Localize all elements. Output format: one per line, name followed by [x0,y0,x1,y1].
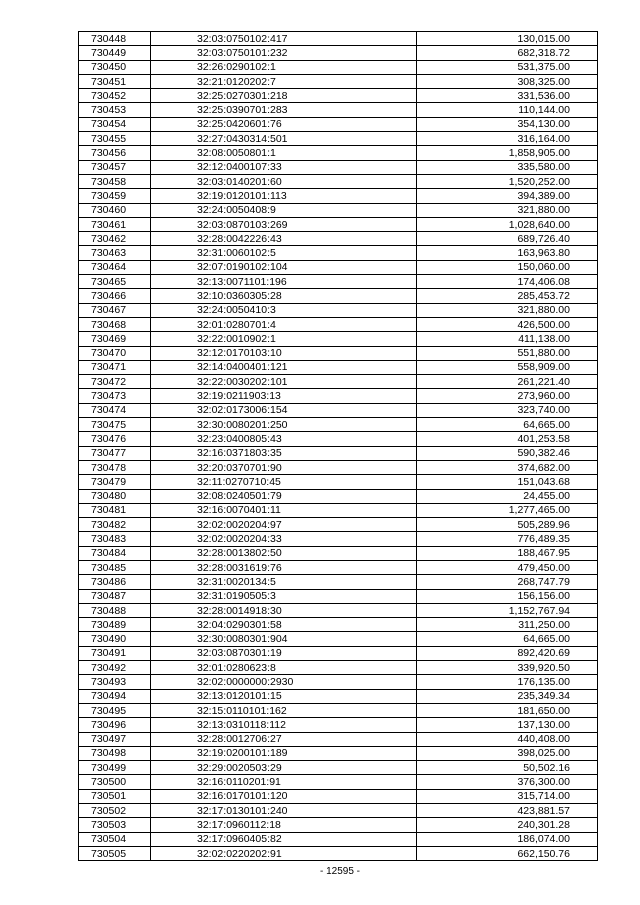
row-id-cell: 730488 [79,603,151,617]
table-row [79,132,598,146]
cadastral-number-cell: 32:22:0010902:1 [151,332,417,346]
cadastral-number-cell: 32:25:0390701:283 [151,103,417,117]
cadastral-number-cell: 32:16:0110201:91 [151,775,417,789]
row-id-cell: 730481 [79,503,151,517]
cadastral-number-cell: 32:20:0370701:90 [151,460,417,474]
data-table [78,31,598,861]
amount-cell: 331,536.00 [417,89,598,103]
cadastral-number-cell: 32:16:0170101:120 [151,789,417,803]
table-row [79,446,598,460]
cadastral-number-cell: 32:01:0280701:4 [151,317,417,331]
amount-cell: 354,130.00 [417,117,598,131]
table-row [79,246,598,260]
cadastral-number-cell: 32:16:0070401:11 [151,503,417,517]
row-id-cell: 730503 [79,818,151,832]
cadastral-number-cell: 32:31:0020134:5 [151,575,417,589]
amount-cell: 551,880.00 [417,346,598,360]
row-id-cell: 730483 [79,532,151,546]
cadastral-number-cell: 32:02:0000000:2930 [151,675,417,689]
table-row [79,74,598,88]
cadastral-number-cell: 32:08:0240501:79 [151,489,417,503]
amount-cell: 64,665.00 [417,632,598,646]
amount-cell: 174,406.08 [417,275,598,289]
row-id-cell: 730469 [79,332,151,346]
amount-cell: 50,502.16 [417,761,598,775]
cadastral-number-cell: 32:04:0290301:58 [151,618,417,632]
row-id-cell: 730501 [79,789,151,803]
table-row [79,289,598,303]
table-row [79,303,598,317]
row-id-cell: 730480 [79,489,151,503]
row-id-cell: 730474 [79,403,151,417]
row-id-cell: 730491 [79,646,151,660]
amount-cell: 176,135.00 [417,675,598,689]
cadastral-number-cell: 32:23:0400805:43 [151,432,417,446]
table-row [79,646,598,660]
amount-cell: 505,289.96 [417,518,598,532]
row-id-cell: 730497 [79,732,151,746]
cadastral-number-cell: 32:31:0060102:5 [151,246,417,260]
row-id-cell: 730466 [79,289,151,303]
row-id-cell: 730472 [79,375,151,389]
cadastral-number-cell: 32:15:0110101:162 [151,703,417,717]
row-id-cell: 730460 [79,203,151,217]
cadastral-number-cell: 32:03:0870103:269 [151,217,417,231]
table-row [79,632,598,646]
amount-cell: 181,650.00 [417,703,598,717]
amount-cell: 151,043.68 [417,475,598,489]
amount-cell: 1,520,252.00 [417,174,598,188]
table-row [79,317,598,331]
amount-cell: 1,858,905.00 [417,146,598,160]
amount-cell: 321,880.00 [417,203,598,217]
row-id-cell: 730463 [79,246,151,260]
table-row [79,275,598,289]
amount-cell: 156,156.00 [417,589,598,603]
amount-cell: 24,455.00 [417,489,598,503]
table-row [79,560,598,574]
row-id-cell: 730479 [79,475,151,489]
amount-cell: 1,152,767.94 [417,603,598,617]
row-id-cell: 730502 [79,804,151,818]
cadastral-number-cell: 32:17:0960112:18 [151,818,417,832]
amount-cell: 186,074.00 [417,832,598,846]
cadastral-number-cell: 32:19:0200101:189 [151,746,417,760]
row-id-cell: 730478 [79,460,151,474]
table-row [79,375,598,389]
table-row [79,260,598,274]
table-row [79,32,598,46]
table-row [79,403,598,417]
row-id-cell: 730453 [79,103,151,117]
cadastral-number-cell: 32:17:0960405:82 [151,832,417,846]
amount-cell: 110,144.00 [417,103,598,117]
row-id-cell: 730464 [79,260,151,274]
amount-cell: 776,489.35 [417,532,598,546]
amount-cell: 64,665.00 [417,418,598,432]
amount-cell: 440,408.00 [417,732,598,746]
amount-cell: 323,740.00 [417,403,598,417]
amount-cell: 163,963.80 [417,246,598,260]
cadastral-number-cell: 32:03:0870301:19 [151,646,417,660]
table-row [79,746,598,760]
table-row [79,174,598,188]
cadastral-number-cell: 32:28:0014918:30 [151,603,417,617]
table-row [79,146,598,160]
amount-cell: 398,025.00 [417,746,598,760]
row-id-cell: 730470 [79,346,151,360]
amount-cell: 261,221.40 [417,375,598,389]
amount-cell: 311,250.00 [417,618,598,632]
cadastral-number-cell: 32:22:0030202:101 [151,375,417,389]
row-id-cell: 730492 [79,661,151,675]
row-id-cell: 730451 [79,74,151,88]
amount-cell: 339,920.50 [417,661,598,675]
row-id-cell: 730504 [79,832,151,846]
cadastral-number-cell: 32:10:0360305:28 [151,289,417,303]
cadastral-number-cell: 32:28:0013802:50 [151,546,417,560]
row-id-cell: 730487 [79,589,151,603]
cadastral-number-cell: 32:11:0270710:45 [151,475,417,489]
amount-cell: 590,382.46 [417,446,598,460]
row-id-cell: 730484 [79,546,151,560]
cadastral-number-cell: 32:21:0120202:7 [151,74,417,88]
amount-cell: 188,467.95 [417,546,598,560]
table-row [79,832,598,846]
table-row [79,703,598,717]
cadastral-number-cell: 32:25:0270301:218 [151,89,417,103]
table-row [79,203,598,217]
table-row [79,489,598,503]
row-id-cell: 730475 [79,418,151,432]
cadastral-number-cell: 32:31:0190505:3 [151,589,417,603]
cadastral-number-cell: 32:29:0020503:29 [151,761,417,775]
row-id-cell: 730495 [79,703,151,717]
table-row [79,661,598,675]
row-id-cell: 730450 [79,60,151,74]
table-row [79,360,598,374]
cadastral-number-cell: 32:13:0310118:112 [151,718,417,732]
cadastral-number-cell: 32:24:0050410:3 [151,303,417,317]
table-row [79,689,598,703]
row-id-cell: 730494 [79,689,151,703]
table-row [79,232,598,246]
table-row [79,217,598,231]
table-row [79,732,598,746]
table-row [79,589,598,603]
row-id-cell: 730493 [79,675,151,689]
amount-cell: 558,909.00 [417,360,598,374]
amount-cell: 689,726.40 [417,232,598,246]
amount-cell: 321,880.00 [417,303,598,317]
cadastral-number-cell: 32:19:0211903:13 [151,389,417,403]
row-id-cell: 730486 [79,575,151,589]
amount-cell: 273,960.00 [417,389,598,403]
amount-cell: 479,450.00 [417,560,598,574]
table-row [79,718,598,732]
cadastral-number-cell: 32:27:0430314:501 [151,132,417,146]
row-id-cell: 730458 [79,174,151,188]
cadastral-number-cell: 32:26:0290102:1 [151,60,417,74]
table-row [79,460,598,474]
table-row [79,804,598,818]
cadastral-number-cell: 32:16:0371803:35 [151,446,417,460]
cadastral-number-cell: 32:19:0120101:113 [151,189,417,203]
cadastral-number-cell: 32:12:0400107:33 [151,160,417,174]
row-id-cell: 730500 [79,775,151,789]
amount-cell: 308,325.00 [417,74,598,88]
amount-cell: 268,747.79 [417,575,598,589]
table-body [79,32,598,861]
row-id-cell: 730476 [79,432,151,446]
cadastral-number-cell: 32:02:0220202:91 [151,846,417,860]
row-id-cell: 730505 [79,846,151,860]
table-row [79,389,598,403]
row-id-cell: 730448 [79,32,151,46]
row-id-cell: 730489 [79,618,151,632]
row-id-cell: 730462 [79,232,151,246]
table-row [79,775,598,789]
row-id-cell: 730459 [79,189,151,203]
table-row [79,475,598,489]
table-row [79,160,598,174]
amount-cell: 1,277,465.00 [417,503,598,517]
table-row [79,675,598,689]
amount-cell: 1,028,640.00 [417,217,598,231]
amount-cell: 401,253.58 [417,432,598,446]
table-row [79,503,598,517]
amount-cell: 411,138.00 [417,332,598,346]
row-id-cell: 730490 [79,632,151,646]
table-row [79,189,598,203]
cadastral-number-cell: 32:14:0400401:121 [151,360,417,374]
table-row [79,818,598,832]
table-row [79,532,598,546]
table-row [79,46,598,60]
cadastral-number-cell: 32:28:0012706:27 [151,732,417,746]
row-id-cell: 730482 [79,518,151,532]
cadastral-number-cell: 32:02:0020204:97 [151,518,417,532]
cadastral-number-cell: 32:03:0750101:232 [151,46,417,60]
row-id-cell: 730468 [79,317,151,331]
row-id-cell: 730455 [79,132,151,146]
cadastral-number-cell: 32:07:0190102:104 [151,260,417,274]
cadastral-number-cell: 32:01:0280623:8 [151,661,417,675]
cadastral-number-cell: 32:28:0031619:76 [151,560,417,574]
row-id-cell: 730452 [79,89,151,103]
amount-cell: 316,164.00 [417,132,598,146]
table-row [79,432,598,446]
cadastral-number-cell: 32:30:0080201:250 [151,418,417,432]
row-id-cell: 730496 [79,718,151,732]
amount-cell: 531,375.00 [417,60,598,74]
table-row [79,789,598,803]
cadastral-number-cell: 32:02:0020204:33 [151,532,417,546]
row-id-cell: 730499 [79,761,151,775]
amount-cell: 137,130.00 [417,718,598,732]
table-row [79,846,598,860]
table-row [79,761,598,775]
amount-cell: 150,060.00 [417,260,598,274]
table-row [79,346,598,360]
cadastral-number-cell: 32:03:0750102:417 [151,32,417,46]
row-id-cell: 730467 [79,303,151,317]
amount-cell: 892,420.69 [417,646,598,660]
cadastral-number-cell: 32:13:0071101:196 [151,275,417,289]
cadastral-number-cell: 32:08:0050801:1 [151,146,417,160]
cadastral-number-cell: 32:28:0042226:43 [151,232,417,246]
cadastral-number-cell: 32:03:0140201:60 [151,174,417,188]
amount-cell: 376,300.00 [417,775,598,789]
amount-cell: 235,349.34 [417,689,598,703]
table-row [79,546,598,560]
row-id-cell: 730465 [79,275,151,289]
amount-cell: 315,714.00 [417,789,598,803]
table-row [79,518,598,532]
row-id-cell: 730456 [79,146,151,160]
cadastral-number-cell: 32:30:0080301:904 [151,632,417,646]
table-row [79,332,598,346]
page-number: - 12595 - [319,866,361,877]
table-row [79,117,598,131]
amount-cell: 335,580.00 [417,160,598,174]
row-id-cell: 730477 [79,446,151,460]
table-row [79,575,598,589]
row-id-cell: 730498 [79,746,151,760]
amount-cell: 426,500.00 [417,317,598,331]
cadastral-number-cell: 32:12:0170103:10 [151,346,417,360]
cadastral-number-cell: 32:17:0130101:240 [151,804,417,818]
amount-cell: 285,453.72 [417,289,598,303]
row-id-cell: 730454 [79,117,151,131]
row-id-cell: 730471 [79,360,151,374]
table-row [79,89,598,103]
cadastral-number-cell: 32:02:0173006:154 [151,403,417,417]
amount-cell: 394,389.00 [417,189,598,203]
amount-cell: 240,301.28 [417,818,598,832]
row-id-cell: 730473 [79,389,151,403]
cadastral-number-cell: 32:24:0050408:9 [151,203,417,217]
cadastral-number-cell: 32:25:0420601:76 [151,117,417,131]
row-id-cell: 730485 [79,560,151,574]
amount-cell: 662,150.76 [417,846,598,860]
table-row [79,60,598,74]
row-id-cell: 730457 [79,160,151,174]
amount-cell: 374,682.00 [417,460,598,474]
table-row [79,103,598,117]
row-id-cell: 730461 [79,217,151,231]
amount-cell: 682,318.72 [417,46,598,60]
row-id-cell: 730449 [79,46,151,60]
amount-cell: 130,015.00 [417,32,598,46]
cadastral-number-cell: 32:13:0120101:15 [151,689,417,703]
table-row [79,603,598,617]
table-row [79,618,598,632]
amount-cell: 423,881.57 [417,804,598,818]
table-row [79,418,598,432]
